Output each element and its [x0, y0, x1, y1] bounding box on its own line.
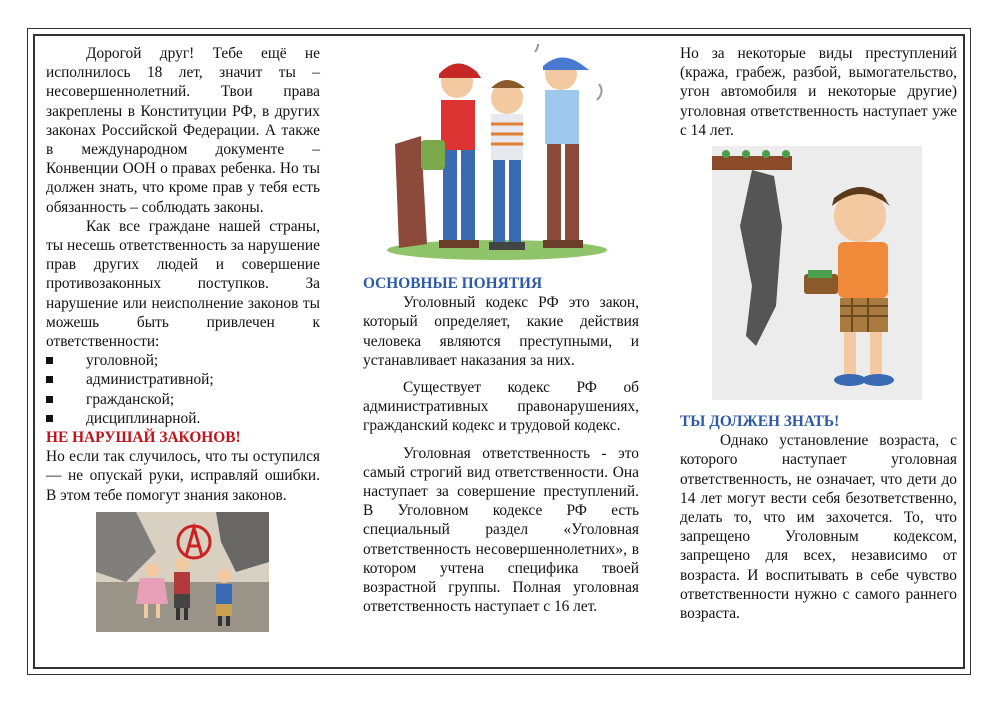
column-right — [680, 44, 957, 623]
advice-paragraph: Но если так случилось, что ты оступился — не опускай руки, исправляй ошибки. В этом тебе помогут знания законов. — [46, 448, 320, 504]
graffiti-children-illustration — [96, 512, 269, 632]
bullet-icon — [46, 396, 53, 403]
bullet-icon — [46, 357, 53, 364]
age-responsibility-paragraph: Однако установление возраста, с которого наступает уголовная ответственность, не означает, что дети до 14 лет могут вести себя безответственно, делать то, что им захочется. То, что запрещено Уголовным кодексом, запрещено для всех, независимо от возраста. И воспитывать в себе чувство ответственности нужно с самого раннего возраста. — [680, 432, 957, 623]
list-item: административной; — [46, 370, 320, 389]
smoking-teens-illustration — [385, 44, 615, 262]
heading-basic-concepts: ОСНОВНЫЕ ПОНЯТИЯ — [363, 275, 543, 292]
list-item: гражданской; — [46, 390, 320, 409]
column-middle — [363, 44, 639, 616]
intro-paragraph: Дорогой друг! Тебе ещё не исполнилось 18 лет, значит ты – несовершеннолетний. Твои права закреплены в Конституции РФ, в других законах Российской Федерации. А также в международном документе – Конвенции ООН о правах ребенка. Но ты должен знать, что кроме прав у тебя есть обязанность – соблюдать законы. — [46, 45, 320, 216]
responsibility-paragraph: Как все граждане нашей страны, ты несешь ответственность за нарушение прав других людей и совершение противозаконных поступков. За нарушение или неисполнение законов ты можешь быть привлечен к ответственности: — [46, 217, 320, 351]
list-item: дисциплинарной. — [46, 409, 320, 428]
criminal-liability-paragraph: Уголовная ответственность - это самый строгий вид ответственности. Она наступает за совершение преступлений. В Уголовном кодексе РФ есть специальный раздел «Уголовная ответственность несовершеннолетних», в котором учтена специфика твоей возрастной группы. Полная уголовная ответственность наступает с 16 лет. — [363, 444, 639, 616]
bullet-icon — [46, 415, 53, 422]
column-left — [46, 44, 320, 632]
heading-dont-break-laws: НЕ НАРУШАЙ ЗАКОНОВ! — [46, 429, 241, 447]
bullet-icon — [46, 376, 53, 383]
boy-stealing-wallet-illustration — [712, 146, 922, 400]
list-item: уголовной; — [46, 351, 320, 370]
other-codes-paragraph: Существует кодекс РФ об административных правонарушениях, гражданский кодекс и трудовой кодекс. — [363, 379, 639, 435]
responsibility-list — [46, 351, 320, 428]
heading-you-must-know: ТЫ ДОЛЖЕН ЗНАТЬ! — [680, 413, 840, 431]
criminal-code-paragraph: Уголовный кодекс РФ это закон, который определяет, какие действия человека являются преступными, и устанавливает наказания за них. — [363, 294, 639, 369]
crimes-from-14-paragraph: Но за некоторые виды преступлений (кража, грабеж, разбой, вымогательство, угон автомобиля и некоторые другие) уголовная ответственность наступает уже с 14 лет. — [680, 45, 957, 139]
